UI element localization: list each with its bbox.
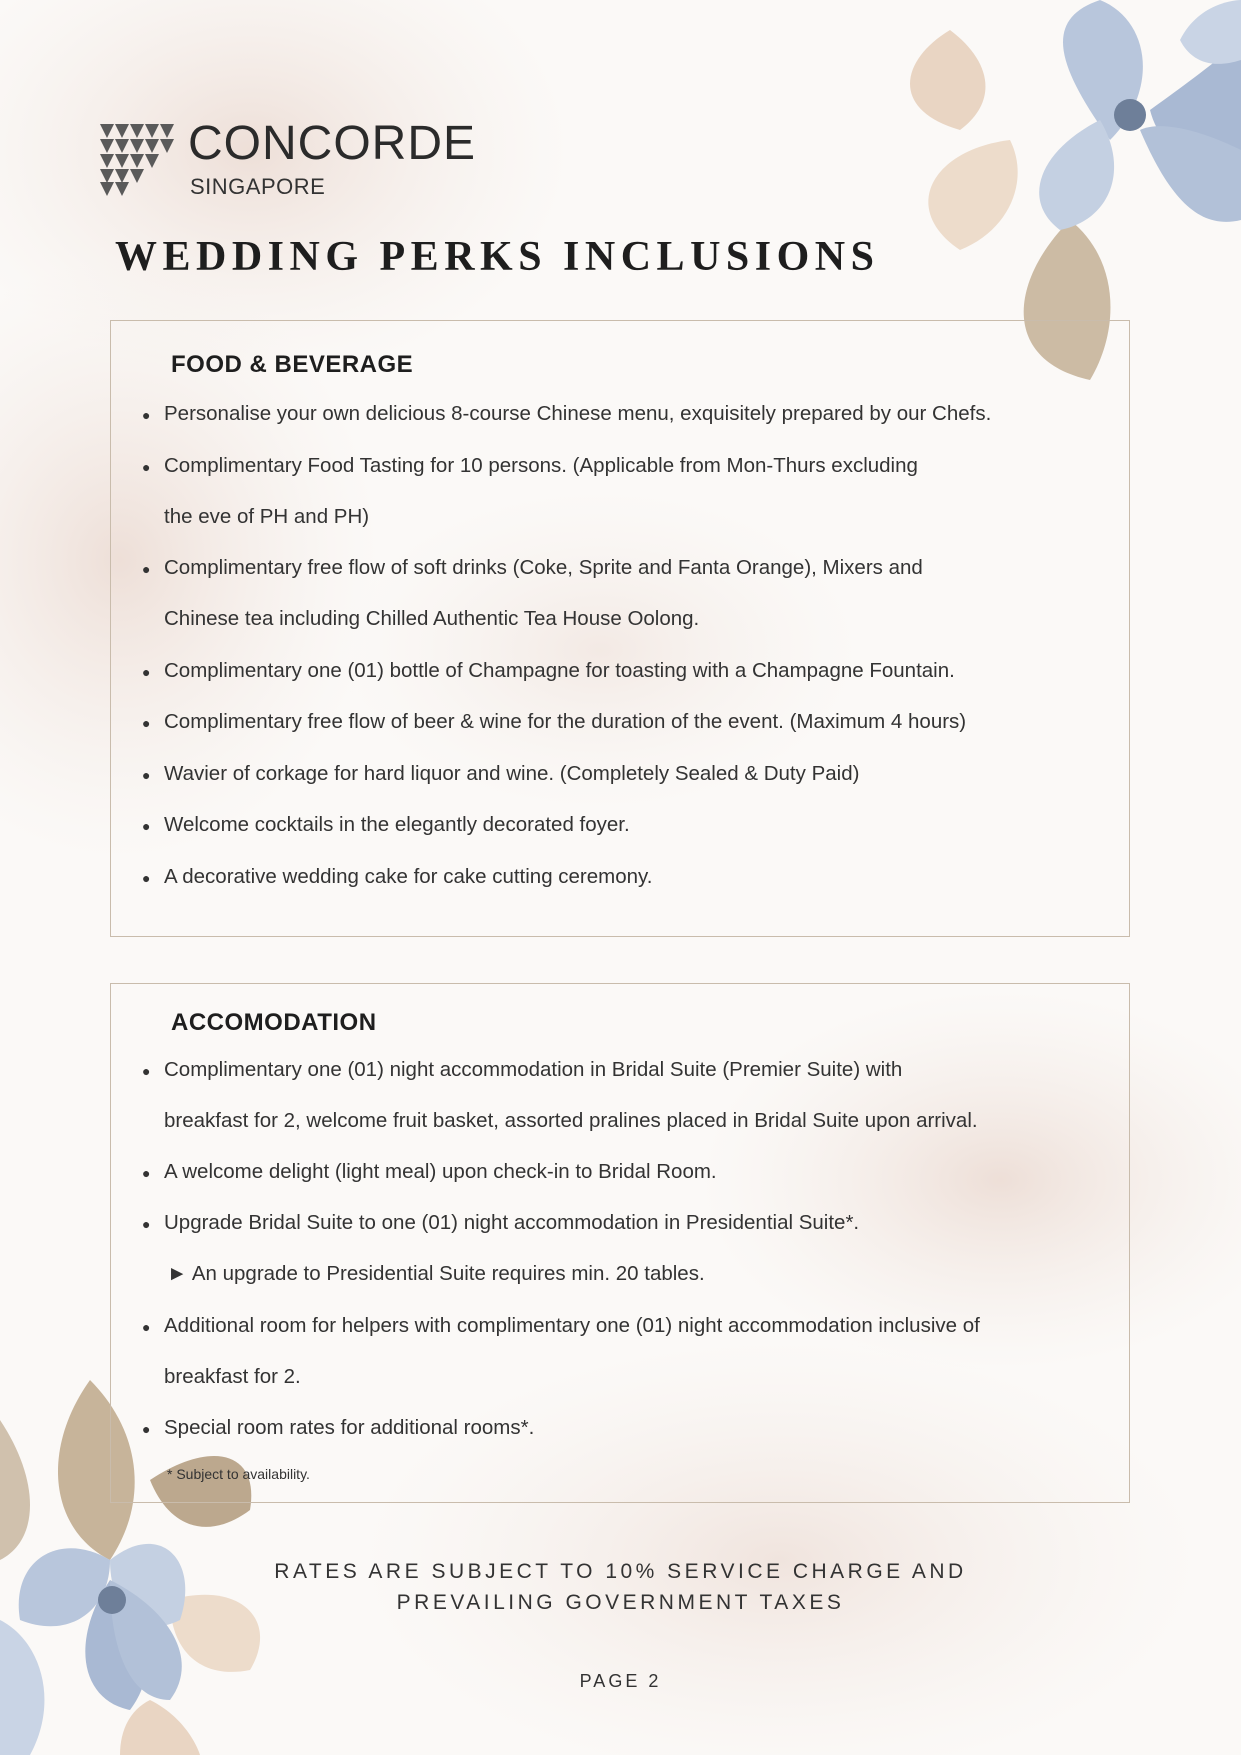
concorde-logo <box>100 117 520 200</box>
bullet-icon: ● <box>142 1421 151 1437</box>
list-item-continued: the eve of PH and PH) <box>164 505 370 528</box>
bullet-icon: ● <box>142 561 151 577</box>
bullet-icon: ● <box>142 1063 151 1079</box>
availability-note: * Subject to availability. <box>167 1466 310 1482</box>
list-item: Complimentary free flow of beer & wine for the duration of the event. (Maximum 4 hours) <box>164 710 967 733</box>
accommodation-heading: ACCOMODATION <box>171 1009 377 1036</box>
list-item: Wavier of corkage for hard liquor and wine. (Completely Sealed & Duty Paid) <box>164 762 860 785</box>
bullet-icon: ● <box>142 1165 151 1181</box>
footer-line-1: RATES ARE SUBJECT TO 10% SERVICE CHARGE AND <box>274 1560 967 1583</box>
list-item: Complimentary one (01) bottle of Champagne for toasting with a Champagne Fountain. <box>164 659 955 682</box>
page-title: WEDDING PERKS INCLUSIONS <box>115 234 880 280</box>
list-item: Complimentary Food Tasting for 10 persons. (Applicable from Mon-Thurs excluding <box>164 454 918 477</box>
bullet-icon: ● <box>142 1216 151 1232</box>
bullet-icon: ● <box>142 664 151 680</box>
food-beverage-section <box>110 320 1130 937</box>
bullet-icon: ● <box>142 1319 151 1335</box>
bullet-icon: ● <box>142 767 151 783</box>
bullet-icon: ● <box>142 870 151 886</box>
triangle-grid-logo-icon <box>100 124 174 196</box>
list-item: Complimentary one (01) night accommodation in Bridal Suite (Premier Suite) with <box>164 1058 903 1081</box>
list-item: A decorative wedding cake for cake cutting ceremony. <box>164 865 653 888</box>
page-number: PAGE 2 <box>579 1671 662 1691</box>
list-item-continued: breakfast for 2, welcome fruit basket, assorted pralines placed in Bridal Suite upon arrival. <box>164 1109 978 1132</box>
brand-location: SINGAPORE <box>190 174 326 199</box>
list-item: Special room rates for additional rooms*. <box>164 1416 535 1439</box>
list-item-continued: breakfast for 2. <box>164 1365 301 1388</box>
bullet-icon: ● <box>142 715 151 731</box>
list-item: Complimentary free flow of soft drinks (Coke, Sprite and Fanta Orange), Mixers and <box>164 556 923 579</box>
bullet-icon: ● <box>142 407 151 423</box>
list-item: Upgrade Bridal Suite to one (01) night accommodation in Presidential Suite*. <box>164 1211 860 1234</box>
list-item-continued: Chinese tea including Chilled Authentic Tea House Oolong. <box>164 607 700 630</box>
list-item: Personalise your own delicious 8-course Chinese menu, exquisitely prepared by our Chefs. <box>164 402 992 425</box>
accommodation-section <box>110 983 1130 1503</box>
bullet-icon: ● <box>142 818 151 834</box>
brand-name: CONCORDE <box>188 117 477 170</box>
food-beverage-heading: FOOD & BEVERAGE <box>171 351 414 378</box>
list-item: A welcome delight (light meal) upon check-in to Bridal Room. <box>164 1160 717 1183</box>
bullet-icon: ● <box>142 459 151 475</box>
list-item: Additional room for helpers with complimentary one (01) night accommodation inclusive of <box>164 1314 980 1337</box>
footer-line-2: PREVAILING GOVERNMENT TAXES <box>396 1591 845 1614</box>
sub-item-arrow: ► An upgrade to Presidential Suite requires min. 20 tables. <box>167 1262 705 1285</box>
list-item: Welcome cocktails in the elegantly decorated foyer. <box>164 813 630 836</box>
